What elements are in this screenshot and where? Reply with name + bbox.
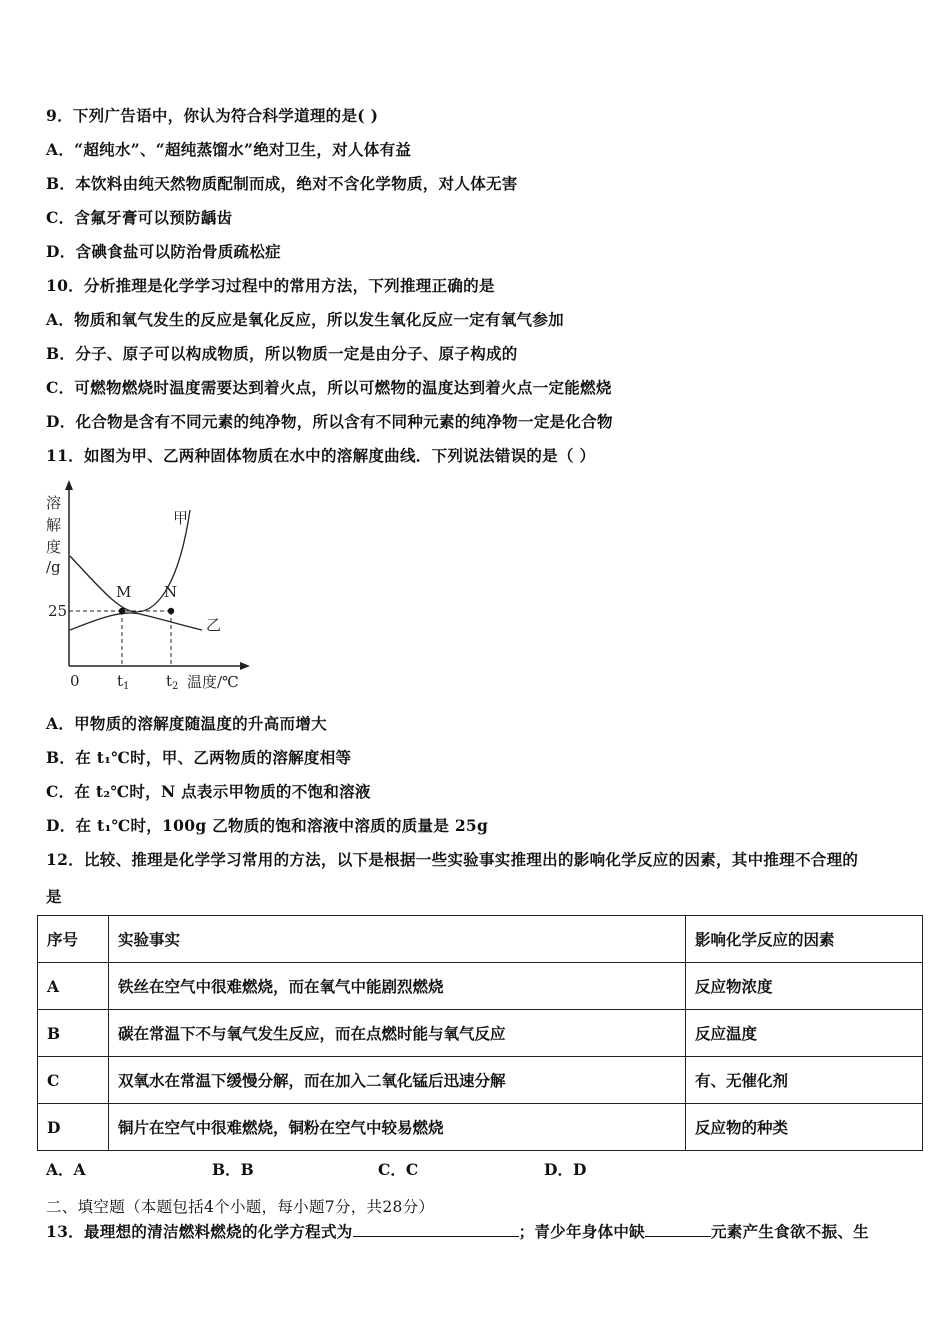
table-cell: 反应物的种类 (686, 1104, 923, 1151)
q12-option-a: A．A (46, 1160, 86, 1179)
table-row (38, 1104, 923, 1151)
q11-option-c: C．在 t₂℃时，N 点表示甲物质的不饱和溶液 (46, 782, 371, 801)
x-axis-label: 温度/℃ (187, 673, 239, 691)
table-cell: 双氧水在常温下缓慢分解，而在加入二氧化锰后迅速分解 (109, 1057, 686, 1104)
q10-option-c: C．可燃物燃烧时温度需要达到着火点，所以可燃物的温度达到着火点一定能燃烧 (46, 378, 612, 397)
q12-stem-line1: 12．比较、推理是化学学习常用的方法，以下是根据一些实验事实推理出的影响化学反应的因素，其中推理不合理的 (46, 850, 859, 869)
table-header-cell: 影响化学反应的因素 (686, 916, 923, 963)
table-header-row (38, 916, 923, 963)
table-cell: 铁丝在空气中很难燃烧，而在氧气中能剧烈燃烧 (109, 963, 686, 1010)
q9-option-b: B．本饮料由纯天然物质配制而成，绝对不含化学物质，对人体无害 (46, 174, 518, 193)
origin-label: 0 (70, 672, 80, 690)
q9-option-d: D．含碘食盐可以防治骨质疏松症 (46, 242, 281, 261)
q11-option-a: A．甲物质的溶解度随温度的升高而增大 (46, 714, 327, 733)
q13-line (46, 1220, 869, 1242)
table-header-cell: 序号 (38, 916, 109, 963)
q9-option-c: C．含氟牙膏可以预防龋齿 (46, 208, 233, 227)
table-row (38, 1057, 923, 1104)
table-cell: B (38, 1010, 109, 1057)
curve-yi-label: 乙 (206, 616, 222, 634)
table-cell: 铜片在空气中很难燃烧，铜粉在空气中较易燃烧 (109, 1104, 686, 1151)
q13-blank-1[interactable] (353, 1221, 519, 1237)
table-cell: C (38, 1057, 109, 1104)
q13-part3: 元素产生食欲不振、生 (710, 1222, 869, 1241)
point-n (168, 608, 174, 614)
q12-option-b: B．B (212, 1160, 254, 1179)
table-cell: 反应物浓度 (686, 963, 923, 1010)
x-axis-arrow-icon (240, 662, 250, 670)
table-row (38, 1010, 923, 1057)
table-header-cell: 实验事实 (109, 916, 686, 963)
q12-option-d: D．D (544, 1160, 587, 1179)
q9-stem: 9．下列广告语中，你认为符合科学道理的是( ) (46, 106, 379, 125)
y-axis-label-3: 度 (46, 538, 62, 556)
y-axis-label-1: 溶 (46, 494, 62, 512)
q10-option-d: D．化合物是含有不同元素的纯净物，所以含有不同种元素的纯净物一定是化合物 (46, 412, 613, 431)
table-cell: 反应温度 (686, 1010, 923, 1057)
y-axis-label-4: /g (46, 558, 61, 576)
x-tick-t2: $t_2$ (166, 672, 179, 692)
q12-option-c: C．C (378, 1160, 419, 1179)
table-cell: 有、无催化剂 (686, 1057, 923, 1104)
curve-jia-label: 甲 (173, 509, 189, 527)
solubility-curve-graph (40, 478, 260, 700)
table-cell: D (38, 1104, 109, 1151)
q13-blank-2[interactable] (645, 1221, 711, 1237)
q11-stem: 11．如图为甲、乙两种固体物质在水中的溶解度曲线．下列说法错误的是（ ） (46, 446, 596, 465)
point-n-label: N (164, 583, 178, 601)
q12-stem-line2: 是 (46, 887, 62, 906)
y-tick-25: 25 (48, 602, 68, 620)
table-cell: 碳在常温下不与氧气发生反应，而在点燃时能与氧气反应 (109, 1010, 686, 1057)
q13-part1: 13．最理想的清洁燃料燃烧的化学方程式为 (46, 1222, 353, 1241)
curve-yi (70, 613, 202, 630)
y-axis-label-2: 解 (46, 516, 62, 534)
x-tick-t1: $t_1$ (117, 672, 130, 692)
q11-option-b: B．在 t₁℃时，甲、乙两物质的溶解度相等 (46, 748, 352, 767)
experiment-table (37, 915, 923, 1151)
y-axis-arrow-icon (65, 480, 73, 490)
q10-stem: 10．分析推理是化学学习过程中的常用方法，下列推理正确的是 (46, 276, 495, 295)
q10-option-b: B．分子、原子可以构成物质，所以物质一定是由分子、原子构成的 (46, 344, 518, 363)
point-m (119, 608, 125, 614)
q10-option-a: A．物质和氧气发生的反应是氧化反应，所以发生氧化反应一定有氧气参加 (46, 310, 564, 329)
table-row (38, 963, 923, 1010)
table-cell: A (38, 963, 109, 1010)
point-m-label: M (116, 583, 132, 601)
q11-option-d: D．在 t₁℃时，100g 乙物质的饱和溶液中溶质的质量是 25g (46, 816, 489, 835)
section-2-heading: 二、填空题（本题包括4个小题，每小题7分，共28分） (46, 1198, 435, 1216)
q9-option-a: A．“超纯水”、“超纯蒸馏水”绝对卫生，对人体有益 (46, 140, 412, 159)
q13-part2: ；青少年身体中缺 (518, 1222, 645, 1241)
